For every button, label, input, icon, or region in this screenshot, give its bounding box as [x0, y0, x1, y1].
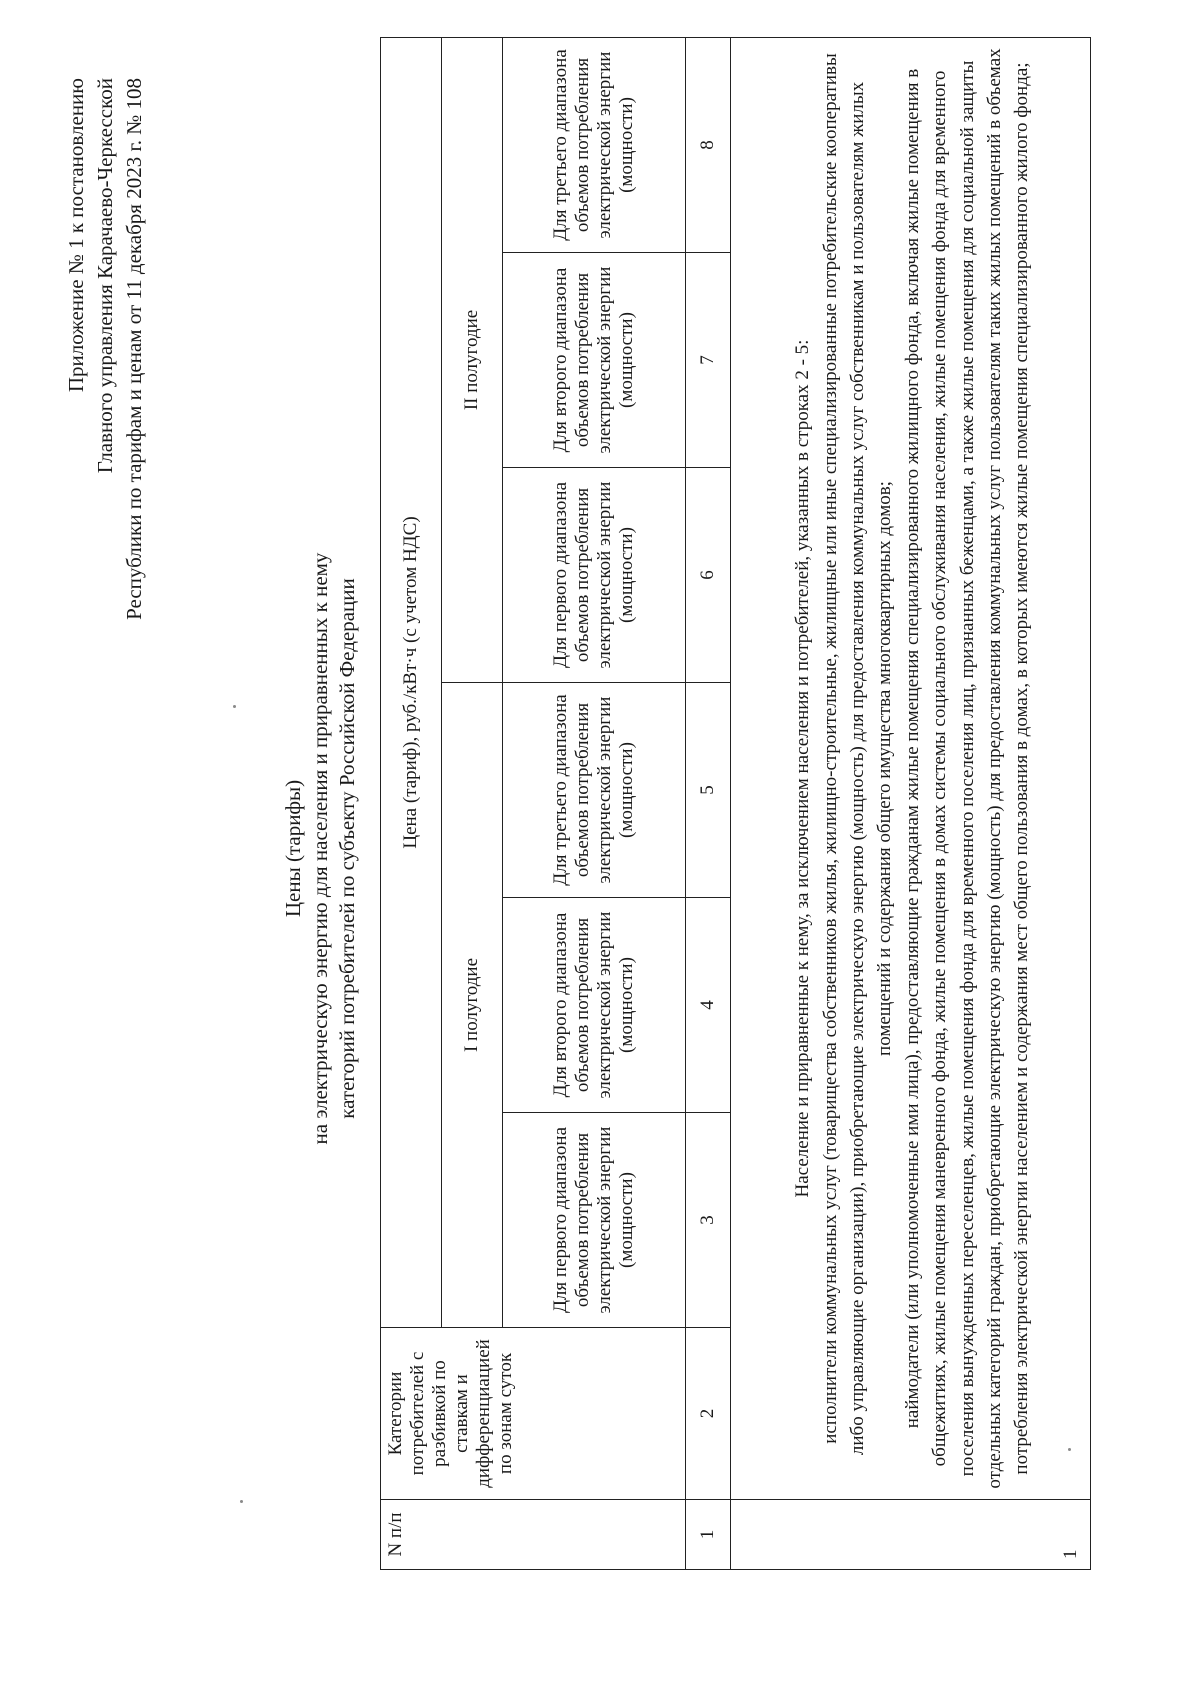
- range-header: Для третьего диапазона объемов потребления электрической энергии (мощности): [503, 37, 686, 252]
- half-year-2-header: II полугодие: [442, 37, 503, 682]
- column-number: 5: [686, 683, 731, 898]
- table-row: [731, 37, 1091, 1569]
- document-title: [280, 0, 361, 1697]
- title-line-1: Цены (тарифы): [281, 779, 305, 918]
- column-number: 8: [686, 37, 731, 252]
- col-category-header: Категории потребителей с разбивкой по ставкам и дифференциацией по зонам суток: [381, 1328, 686, 1500]
- row-description: [731, 37, 1091, 1499]
- scan-speck: [233, 705, 236, 708]
- range-header: Для второго диапазона объемов потребления электрической энергии (мощности): [503, 898, 686, 1113]
- description-paragraph: наймодатели (или уполномоченные ими лица), предоставляющие гражданам жилые помещения специализированного жилищного фонда, включая жилые помещения в общежитиях, жилые помещения маневренного фонда, жилые помещения в домах системы социального обслуживания населения, жилые помещения фонда для временного поселения вынужденных переселенцев, жилые помещения фонда для временного поселения лиц, признанных беженцами, а также жилые помещения для социальной защиты отдельных категорий граждан, приобретающие электрическую энергию (мощность) для предоставления коммунальных услуг пользователям таких жилых помещений в объемах потребления электрической энергии населением и содержания мест общего пользования в домах, в которых имеются жилые помещения специализированного жилого фонда;: [901, 48, 1033, 1489]
- column-number: 1: [686, 1500, 731, 1570]
- column-number: 7: [686, 253, 731, 468]
- range-header: Для третьего диапазона объемов потребления электрической энергии (мощности): [503, 683, 686, 898]
- half-year-1-header: I полугодие: [442, 683, 503, 1328]
- price-header: Цена (тариф), руб./кВт·ч (с учетом НДС): [381, 37, 442, 1327]
- description-paragraph: Население и приравненные к нему, за исключением населения и потребителей, указанных в строках 2 - 5:: [792, 339, 814, 1198]
- appendix-line-3: Республики по тарифам и ценам от 11 декабря 2023 г. № 108: [122, 78, 146, 620]
- column-number-row: [686, 37, 731, 1569]
- appendix-line-2: Главного управления Карачаево-Черкесской: [93, 78, 117, 474]
- range-header: Для первого диапазона объемов потребления электрической энергии (мощности): [503, 1113, 686, 1328]
- range-header: Для второго диапазона объемов потребления электрической энергии (мощности): [503, 253, 686, 468]
- column-number: 2: [686, 1328, 731, 1500]
- title-line-2: на электрическую энергию для населения и приравненных к нему: [308, 552, 332, 1145]
- column-number: 4: [686, 898, 731, 1113]
- description-paragraph: исполнители коммунальных услуг (товарищества собственников жилья, жилищно-строительные, жилищные или иные специализированные потребительские кооперативы либо управляющие организации), приобретающие электрическую энергию (мощность) для предоставления коммунальных услуг собственникам и пользователям жилых помещений и содержания общего имущества многоквартирных домов;: [819, 53, 896, 1456]
- scan-speck: [1068, 1448, 1071, 1451]
- col-number-header: N п/п: [381, 1500, 686, 1570]
- appendix-reference: [62, 78, 149, 620]
- scan-speck: [240, 1500, 243, 1503]
- appendix-line-1: Приложение № 1 к постановлению: [64, 78, 88, 393]
- column-number: 6: [686, 468, 731, 683]
- tariff-table: [380, 37, 1091, 1570]
- range-header: Для первого диапазона объемов потребления электрической энергии (мощности): [503, 468, 686, 683]
- column-number: 3: [686, 1113, 731, 1328]
- header-row-1: [381, 37, 442, 1569]
- row-index: 1: [731, 1500, 1091, 1570]
- title-line-3: категорий потребителей по субъекту Российской Федерации: [335, 578, 359, 1119]
